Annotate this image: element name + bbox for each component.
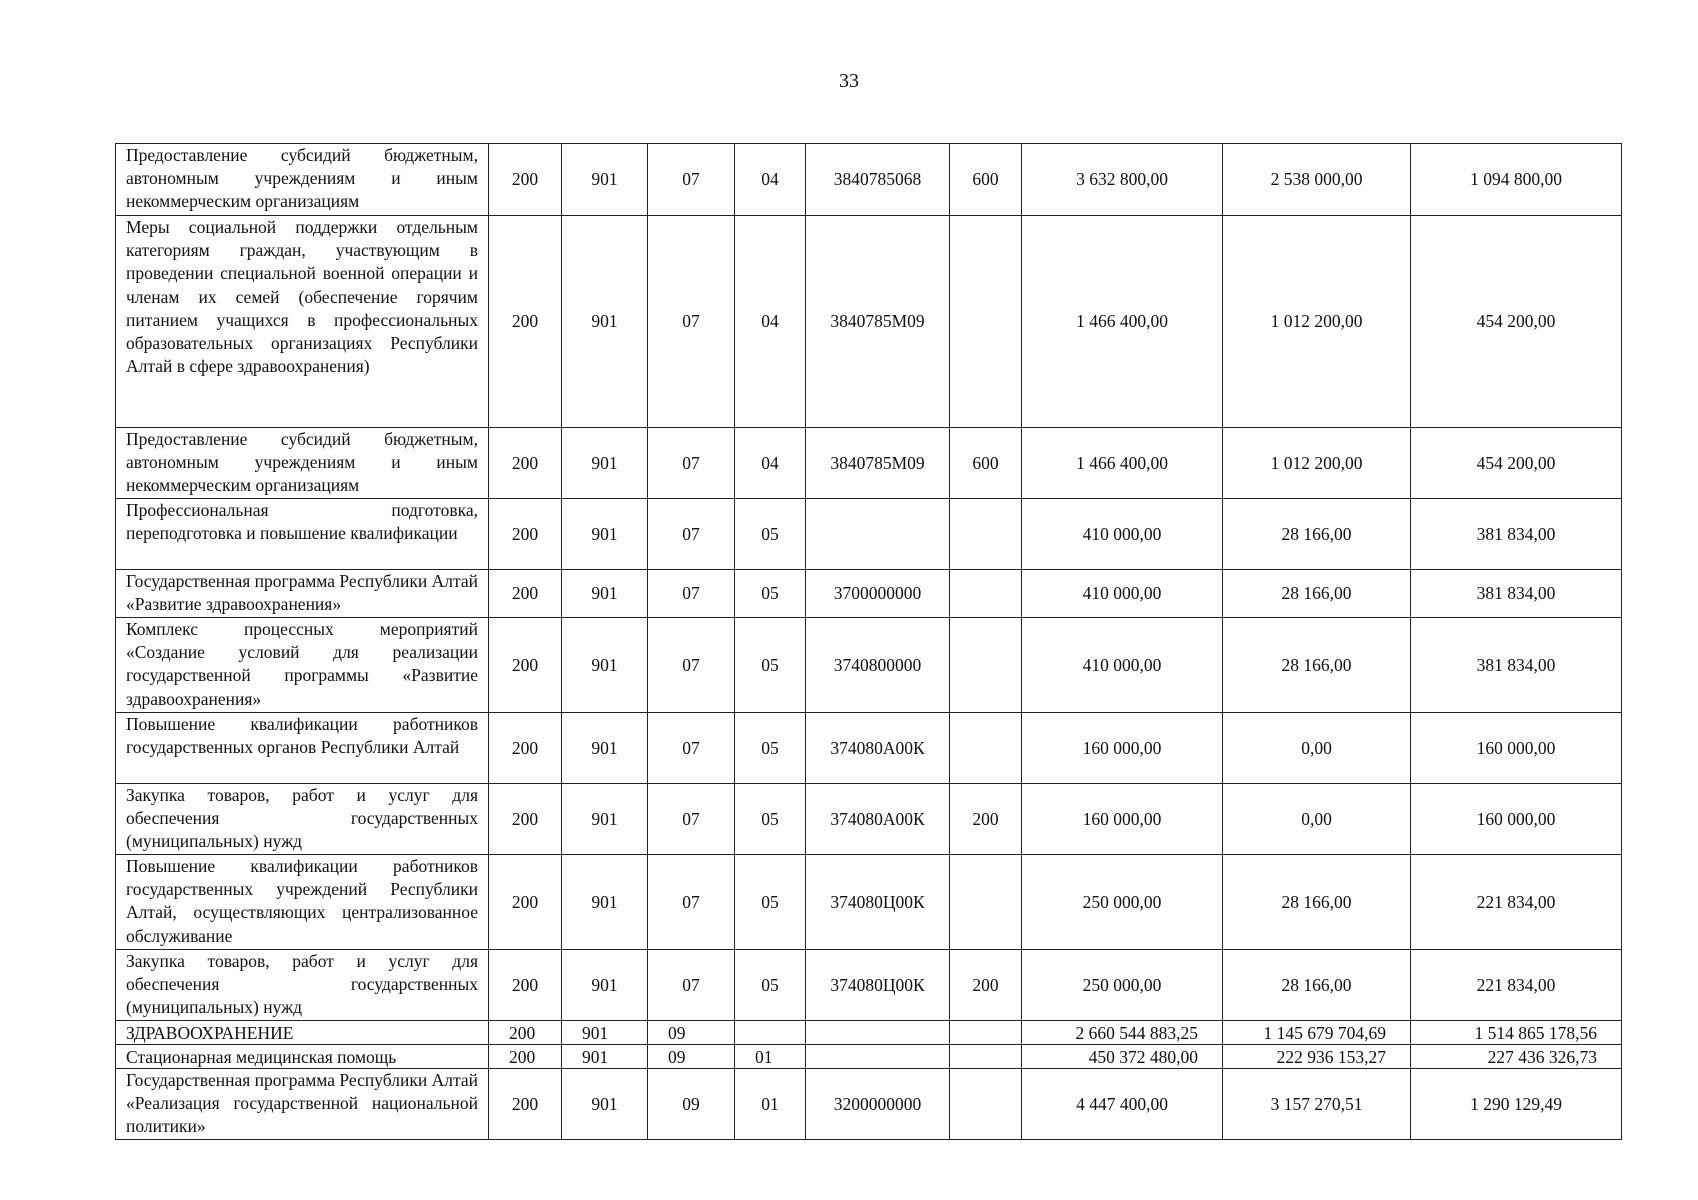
subdivision-code: 05 (735, 784, 806, 855)
ministry-code: 901 (562, 144, 648, 216)
amount-total: 160 000,00 (1022, 784, 1223, 855)
division-code: 07 (648, 855, 735, 950)
amount-federal: 28 166,00 (1223, 618, 1411, 713)
row-description: Стационарная медицинская помощь (116, 1045, 489, 1069)
target-article-code: 3840785М09 (806, 216, 950, 428)
ministry-code: 901 (562, 618, 648, 713)
row-description: Предоставление субсидий бюджетным, автономным учреждениям и иным некоммерческим организациям (116, 428, 489, 499)
section-code: 200 (489, 216, 562, 428)
amount-federal: 222 936 153,27 (1223, 1045, 1411, 1069)
target-article-code: 374080А00К (806, 713, 950, 784)
division-code: 07 (648, 950, 735, 1021)
subdivision-code: 05 (735, 950, 806, 1021)
amount-federal: 28 166,00 (1223, 570, 1411, 618)
amount-regional: 1 094 800,00 (1411, 144, 1622, 216)
section-code: 200 (489, 1045, 562, 1069)
ministry-code: 901 (562, 499, 648, 570)
row-description: Закупка товаров, работ и услуг для обеспечения государственных (муниципальных) нужд (116, 784, 489, 855)
table-row (116, 144, 1622, 216)
amount-federal: 28 166,00 (1223, 499, 1411, 570)
amount-regional: 221 834,00 (1411, 855, 1622, 950)
expense-type-code (950, 570, 1022, 618)
subdivision-code: 01 (735, 1069, 806, 1140)
expense-type-code (950, 1045, 1022, 1069)
row-description: Комплекс процессных мероприятий «Создание условий для реализации государственной программы «Развитие здравоохранения» (116, 618, 489, 713)
subdivision-code: 05 (735, 499, 806, 570)
page-number: 33 (839, 70, 859, 92)
amount-total: 250 000,00 (1022, 950, 1223, 1021)
amount-regional: 381 834,00 (1411, 499, 1622, 570)
row-description: Профессиональная подготовка, переподготовка и повышение квалификации (116, 499, 489, 570)
amount-regional: 227 436 326,73 (1411, 1045, 1622, 1069)
amount-total: 1 466 400,00 (1022, 216, 1223, 428)
row-description: Государственная программа Республики Алтай «Развитие здравоохранения» (116, 570, 489, 618)
section-code: 200 (489, 950, 562, 1021)
amount-total: 1 466 400,00 (1022, 428, 1223, 499)
row-description: Меры социальной поддержки отдельным категориям граждан, участвующим в проведении специальной военной операции и членам их семей (обеспечение горячим питанием учащихся в профессиональных образовательных организациях Республики Алтай в сфере здравоохранения) (116, 216, 489, 428)
amount-federal: 1 012 200,00 (1223, 216, 1411, 428)
expense-type-code: 200 (950, 950, 1022, 1021)
subdivision-code: 05 (735, 618, 806, 713)
amount-regional: 160 000,00 (1411, 784, 1622, 855)
section-code: 200 (489, 428, 562, 499)
target-article-code: 374080А00К (806, 784, 950, 855)
division-code: 09 (648, 1021, 735, 1045)
section-code: 200 (489, 618, 562, 713)
expense-type-code: 200 (950, 784, 1022, 855)
amount-federal: 28 166,00 (1223, 950, 1411, 1021)
division-code: 09 (648, 1069, 735, 1140)
table-row (116, 618, 1622, 713)
ministry-code: 901 (562, 216, 648, 428)
target-article-code (806, 1021, 950, 1045)
division-code: 09 (648, 1045, 735, 1069)
row-description: Повышение квалификации работников государственных учреждений Республики Алтай, осуществляющих централизованное обслуживание (116, 855, 489, 950)
division-code: 07 (648, 618, 735, 713)
section-code: 200 (489, 499, 562, 570)
target-article-code: 3740800000 (806, 618, 950, 713)
ministry-code: 901 (562, 1069, 648, 1140)
expense-type-code (950, 499, 1022, 570)
section-code: 200 (489, 144, 562, 216)
subdivision-code: 05 (735, 713, 806, 784)
subdivision-code: 01 (735, 1045, 806, 1069)
ministry-code: 901 (562, 570, 648, 618)
ministry-code: 901 (562, 1021, 648, 1045)
row-description: Предоставление субсидий бюджетным, автономным учреждениям и иным некоммерческим организациям (116, 144, 489, 216)
target-article-code: 3700000000 (806, 570, 950, 618)
subdivision-code: 04 (735, 428, 806, 499)
amount-total: 2 660 544 883,25 (1022, 1021, 1223, 1045)
division-code: 07 (648, 216, 735, 428)
expense-type-code (950, 618, 1022, 713)
ministry-code: 901 (562, 950, 648, 1021)
section-code: 200 (489, 570, 562, 618)
table-row (116, 216, 1622, 428)
amount-regional: 221 834,00 (1411, 950, 1622, 1021)
expense-type-code (950, 713, 1022, 784)
target-article-code (806, 499, 950, 570)
amount-total: 410 000,00 (1022, 618, 1223, 713)
amount-regional: 1 290 129,49 (1411, 1069, 1622, 1140)
target-article-code: 3840785068 (806, 144, 950, 216)
expense-type-code: 600 (950, 428, 1022, 499)
table-row (116, 1021, 1622, 1045)
amount-regional: 381 834,00 (1411, 618, 1622, 713)
expense-type-code: 600 (950, 144, 1022, 216)
row-description: ЗДРАВООХРАНЕНИЕ (116, 1021, 489, 1045)
amount-total: 4 447 400,00 (1022, 1069, 1223, 1140)
table-row (116, 950, 1622, 1021)
subdivision-code: 05 (735, 570, 806, 618)
division-code: 07 (648, 499, 735, 570)
section-code: 200 (489, 1021, 562, 1045)
ministry-code: 901 (562, 784, 648, 855)
expense-type-code (950, 1069, 1022, 1140)
amount-total: 450 372 480,00 (1022, 1045, 1223, 1069)
amount-regional: 454 200,00 (1411, 216, 1622, 428)
amount-regional: 1 514 865 178,56 (1411, 1021, 1622, 1045)
table-row (116, 570, 1622, 618)
amount-total: 3 632 800,00 (1022, 144, 1223, 216)
amount-federal: 1 145 679 704,69 (1223, 1021, 1411, 1045)
section-code: 200 (489, 784, 562, 855)
division-code: 07 (648, 713, 735, 784)
division-code: 07 (648, 144, 735, 216)
target-article-code: 3200000000 (806, 1069, 950, 1140)
target-article-code (806, 1045, 950, 1069)
target-article-code: 374080Ц00К (806, 855, 950, 950)
row-description: Государственная программа Республики Алтай «Реализация государственной национальной политики» (116, 1069, 489, 1140)
division-code: 07 (648, 570, 735, 618)
budget-table-body (116, 144, 1622, 1140)
subdivision-code: 05 (735, 855, 806, 950)
expense-type-code (950, 216, 1022, 428)
ministry-code: 901 (562, 855, 648, 950)
amount-regional: 160 000,00 (1411, 713, 1622, 784)
section-code: 200 (489, 1069, 562, 1140)
table-row (116, 428, 1622, 499)
row-description: Закупка товаров, работ и услуг для обеспечения государственных (муниципальных) нужд (116, 950, 489, 1021)
division-code: 07 (648, 428, 735, 499)
target-article-code: 3840785М09 (806, 428, 950, 499)
row-description: Повышение квалификации работников государственных органов Республики Алтай (116, 713, 489, 784)
budget-table (115, 143, 1622, 1140)
table-row (116, 1045, 1622, 1069)
amount-federal: 1 012 200,00 (1223, 428, 1411, 499)
amount-total: 160 000,00 (1022, 713, 1223, 784)
expense-type-code (950, 1021, 1022, 1045)
subdivision-code: 04 (735, 216, 806, 428)
amount-federal: 0,00 (1223, 784, 1411, 855)
section-code: 200 (489, 713, 562, 784)
amount-total: 410 000,00 (1022, 499, 1223, 570)
ministry-code: 901 (562, 1045, 648, 1069)
amount-regional: 381 834,00 (1411, 570, 1622, 618)
amount-federal: 3 157 270,51 (1223, 1069, 1411, 1140)
ministry-code: 901 (562, 428, 648, 499)
amount-federal: 2 538 000,00 (1223, 144, 1411, 216)
division-code: 07 (648, 784, 735, 855)
table-row (116, 784, 1622, 855)
subdivision-code: 04 (735, 144, 806, 216)
table-row (116, 1069, 1622, 1140)
section-code: 200 (489, 855, 562, 950)
expense-type-code (950, 855, 1022, 950)
ministry-code: 901 (562, 713, 648, 784)
table-row (116, 713, 1622, 784)
subdivision-code (735, 1021, 806, 1045)
amount-federal: 28 166,00 (1223, 855, 1411, 950)
amount-regional: 454 200,00 (1411, 428, 1622, 499)
table-row (116, 499, 1622, 570)
target-article-code: 374080Ц00К (806, 950, 950, 1021)
amount-total: 410 000,00 (1022, 570, 1223, 618)
amount-total: 250 000,00 (1022, 855, 1223, 950)
table-row (116, 855, 1622, 950)
amount-federal: 0,00 (1223, 713, 1411, 784)
